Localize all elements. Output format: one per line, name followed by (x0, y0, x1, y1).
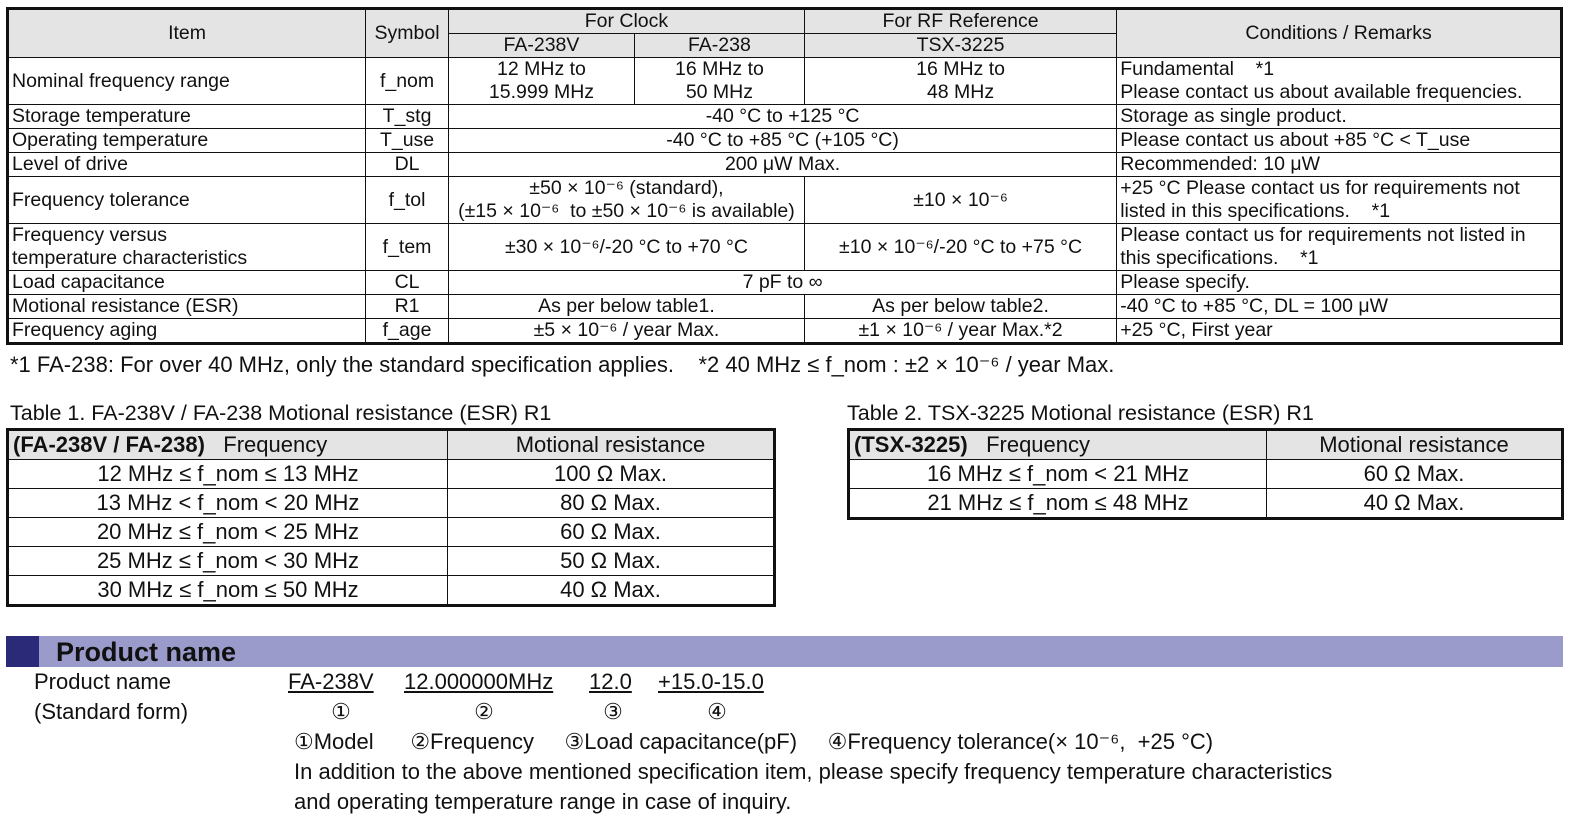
frequency-range-cell: 20 MHz ≤ f_nom < 25 MHz (8, 518, 448, 547)
row-value: ±5 × 10⁻⁶ / year Max. (449, 319, 805, 344)
table2-header-model: (TSX-3225) (854, 432, 968, 457)
table-row (8, 58, 1562, 105)
remark-line: +25 °C Please contact us for requirements not (1120, 177, 1520, 199)
value-line: 15.999 MHz (488, 81, 595, 103)
row-item (8, 224, 366, 271)
part-model: FA-238V (288, 669, 374, 694)
marker-3: ③ (603, 699, 623, 724)
row-remark: +25 °C, First year (1117, 319, 1562, 344)
row-value (804, 58, 1116, 105)
remark-line: Fundamental *1 (1120, 58, 1275, 80)
motional-resistance-cell: 80 Ω Max. (448, 489, 775, 518)
value-line: 16 MHz to (916, 58, 1005, 80)
product-name-section-bar (6, 636, 1563, 667)
motional-resistance-cell: 50 Ω Max. (448, 547, 775, 576)
row-item: Load capacitance (8, 271, 366, 295)
row-symbol: CL (366, 271, 449, 295)
table-row (8, 460, 775, 489)
parts-legend: ①Model ②Frequency ③Load capacitance(pF) ④Frequency tolerance(× 10⁻⁶, +25 °C) (294, 729, 1214, 754)
motional-resistance-cell: 40 Ω Max. (1267, 489, 1563, 519)
row-remark: -40 °C to +85 °C, DL = 100 μW (1117, 295, 1562, 319)
row-symbol: f_age (366, 319, 449, 344)
table-row (849, 489, 1563, 519)
table-row (8, 518, 775, 547)
table1-header-mr: Motional resistance (448, 430, 775, 460)
table-row (8, 489, 775, 518)
row-item: Level of drive (8, 153, 366, 177)
row-value (449, 58, 635, 105)
value-line: ±50 × 10⁻⁶ (standard), (529, 177, 724, 199)
table-row (8, 547, 775, 576)
table1-header-model: (FA-238V / FA-238) (13, 432, 205, 457)
table-row (8, 177, 1562, 224)
value-line: 16 MHz to (674, 58, 764, 80)
header-model-fa-238v: FA-238V (449, 34, 635, 58)
table1-header-frequency (8, 430, 448, 460)
table2-header-mr: Motional resistance (1267, 430, 1563, 460)
row-remark: Please specify. (1117, 271, 1562, 295)
motional-resistance-cell: 60 Ω Max. (1267, 460, 1563, 489)
row-value: 200 μW Max. (449, 153, 1117, 177)
motional-resistance-cell: 40 Ω Max. (448, 576, 775, 606)
table-row (8, 153, 1562, 177)
remark-line: Please contact us about available frequencies. (1120, 81, 1523, 103)
frequency-range-cell: 16 MHz ≤ f_nom < 21 MHz (849, 460, 1267, 489)
row-remark: Please contact us about +85 °C < T_use (1117, 129, 1562, 153)
motional-resistance-cell: 100 Ω Max. (448, 460, 775, 489)
table-row (8, 295, 1562, 319)
part-load-capacitance: 12.0 (589, 669, 632, 694)
frequency-range-cell: 30 MHz ≤ f_nom ≤ 50 MHz (8, 576, 448, 606)
part-tolerance: +15.0-15.0 (658, 669, 764, 694)
table2-caption: Table 2. TSX-3225 Motional resistance (ESR) R1 (847, 401, 1314, 425)
row-value (634, 58, 804, 105)
value-line: 12 MHz to (497, 58, 586, 80)
frequency-range-cell: 21 MHz ≤ f_nom ≤ 48 MHz (849, 489, 1267, 519)
inquiry-note-line2: and operating temperature range in case of inquiry. (294, 789, 792, 814)
header-model-tsx-3225: TSX-3225 (804, 34, 1116, 58)
table-row (8, 129, 1562, 153)
row-remark: Storage as single product. (1117, 105, 1562, 129)
marker-1: ① (331, 699, 351, 724)
row-symbol: T_use (366, 129, 449, 153)
table-row (8, 319, 1562, 344)
section-marker (6, 636, 39, 667)
value-line: (±15 × 10⁻⁶ to ±50 × 10⁻⁶ is available) (458, 200, 795, 222)
table1-esr (6, 428, 776, 607)
marker-2: ② (474, 699, 494, 724)
footnote: *1 FA-238: For over 40 MHz, only the standard specification applies. *2 40 MHz ≤ f_nom : ±2 × 10⁻⁶ / year Max. (10, 352, 1115, 377)
specification-table (6, 7, 1563, 345)
row-value: -40 °C to +125 °C (449, 105, 1117, 129)
inquiry-note-line1: In addition to the above mentioned specification item, please specify frequency temperature characteristics (294, 759, 1333, 784)
row-item: Frequency aging (8, 319, 366, 344)
row-remark (1117, 58, 1562, 105)
product-name-label: Product name (34, 669, 171, 694)
value-line: 48 MHz (926, 81, 995, 103)
table2-esr (847, 428, 1564, 520)
table2-header-freq-label: Frequency (986, 432, 1091, 457)
row-value: As per below table2. (804, 295, 1116, 319)
remark-line: this specifications. *1 (1120, 247, 1319, 269)
frequency-range-cell: 12 MHz ≤ f_nom ≤ 13 MHz (8, 460, 448, 489)
frequency-range-cell: 25 MHz ≤ f_nom < 30 MHz (8, 547, 448, 576)
row-item: Frequency tolerance (8, 177, 366, 224)
row-value: ±10 × 10⁻⁶ (804, 177, 1116, 224)
row-value: 7 pF to ∞ (449, 271, 1117, 295)
table2-header-frequency (849, 430, 1267, 460)
row-value: As per below table1. (449, 295, 805, 319)
row-symbol: DL (366, 153, 449, 177)
table-row (8, 271, 1562, 295)
marker-4: ④ (707, 699, 727, 724)
table-row (8, 105, 1562, 129)
remark-line: Please contact us for requirements not listed in (1120, 224, 1526, 246)
motional-resistance-cell: 60 Ω Max. (448, 518, 775, 547)
header-model-fa-238: FA-238 (634, 34, 804, 58)
row-value (449, 177, 805, 224)
item-line: temperature characteristics (12, 247, 248, 269)
row-symbol: T_stg (366, 105, 449, 129)
header-for-rf-reference: For RF Reference (804, 9, 1116, 34)
table1-caption: Table 1. FA-238V / FA-238 Motional resistance (ESR) R1 (10, 401, 552, 425)
header-symbol: Symbol (366, 9, 449, 58)
row-item: Nominal frequency range (8, 58, 366, 105)
row-value: ±30 × 10⁻⁶/-20 °C to +70 °C (449, 224, 805, 271)
row-item: Operating temperature (8, 129, 366, 153)
frequency-range-cell: 13 MHz < f_nom < 20 MHz (8, 489, 448, 518)
header-for-clock: For Clock (449, 9, 805, 34)
header-item: Item (8, 9, 366, 58)
row-value: ±1 × 10⁻⁶ / year Max.*2 (804, 319, 1116, 344)
row-remark (1117, 177, 1562, 224)
section-title: Product name (56, 637, 237, 667)
row-remark (1117, 224, 1562, 271)
table-row (8, 576, 775, 606)
row-value: -40 °C to +85 °C (+105 °C) (449, 129, 1117, 153)
row-symbol: f_tol (366, 177, 449, 224)
part-frequency: 12.000000MHz (404, 669, 554, 694)
row-remark: Recommended: 10 μW (1117, 153, 1562, 177)
standard-form-label: (Standard form) (34, 699, 189, 724)
row-value: ±10 × 10⁻⁶/-20 °C to +75 °C (804, 224, 1116, 271)
table1-header-freq-label: Frequency (223, 432, 328, 457)
remark-line: listed in this specifications. *1 (1120, 200, 1391, 222)
table-row (849, 460, 1563, 489)
row-symbol: f_tem (366, 224, 449, 271)
row-symbol: f_nom (366, 58, 449, 105)
row-item: Storage temperature (8, 105, 366, 129)
item-line: Frequency versus (12, 224, 167, 246)
row-symbol: R1 (366, 295, 449, 319)
row-item: Motional resistance (ESR) (8, 295, 366, 319)
value-line: 50 MHz (685, 81, 753, 103)
table-row (8, 224, 1562, 271)
header-remarks: Conditions / Remarks (1117, 9, 1562, 58)
